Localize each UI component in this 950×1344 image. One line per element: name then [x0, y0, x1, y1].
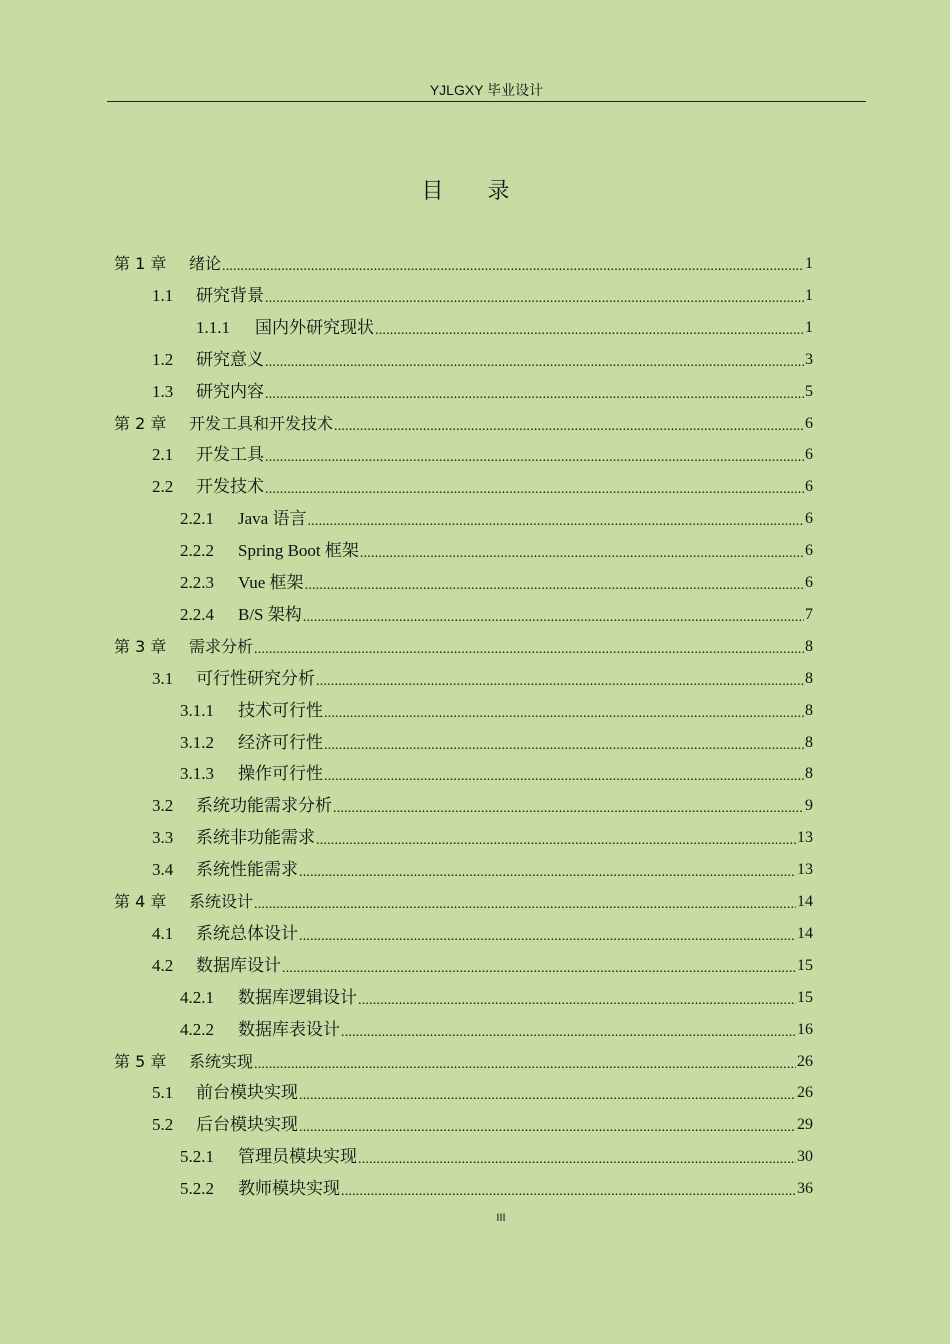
toc-entry-number: 2.2.1	[180, 509, 214, 529]
toc-entry-title: 管理员模块实现	[238, 1147, 357, 1167]
toc-entry-page: 5	[805, 382, 813, 400]
toc-dot-leader	[254, 891, 796, 913]
toc-entry-page: 6	[805, 542, 813, 560]
toc-section-entry[interactable]	[180, 690, 813, 722]
toc-section-entry[interactable]	[152, 817, 813, 849]
toc-entry-page: 8	[805, 733, 813, 751]
toc-entry-page: 8	[805, 637, 813, 655]
toc-dot-leader	[316, 827, 796, 849]
toc-dot-leader	[358, 1146, 796, 1168]
toc-entry-title: 经济可行性	[238, 732, 323, 752]
toc-section-entry[interactable]	[180, 498, 813, 530]
toc-dot-leader	[265, 381, 804, 403]
page-number: III	[496, 1212, 506, 1224]
toc-section-entry[interactable]	[152, 1104, 813, 1136]
toc-entry-page: 36	[797, 1180, 813, 1198]
toc-section-entry[interactable]	[180, 562, 813, 594]
toc-dot-leader	[324, 763, 804, 785]
toc-entry-number: 3.1.3	[180, 764, 214, 784]
toc-entry-title: B/S 架构	[238, 604, 302, 624]
toc-entry-number: 4.1	[152, 923, 174, 943]
toc-section-entry[interactable]	[152, 1072, 813, 1104]
toc-entry-number: 第 2 章	[114, 413, 167, 433]
toc-dot-leader	[334, 413, 804, 435]
toc-entry-title: 开发工具和开发技术	[189, 413, 334, 433]
toc-entry-number: 2.1	[152, 445, 174, 465]
toc-section-entry[interactable]	[180, 977, 813, 1009]
toc-section-entry[interactable]	[152, 434, 813, 466]
toc-section-entry[interactable]	[152, 371, 813, 403]
toc-entry-page: 6	[805, 510, 813, 528]
toc-entry-title: 教师模块实现	[238, 1179, 340, 1199]
toc-section-entry[interactable]	[152, 945, 813, 977]
toc-dot-leader	[282, 955, 796, 977]
toc-entry-title: 研究内容	[196, 381, 264, 401]
toc-section-entry[interactable]	[180, 530, 813, 562]
toc-entry-number: 3.1.2	[180, 732, 214, 752]
toc-entry-number: 5.2.1	[180, 1147, 214, 1167]
toc-entry-page: 26	[797, 1052, 813, 1070]
toc-dot-leader	[222, 253, 804, 275]
toc-entry-title: 后台模块实现	[196, 1115, 298, 1135]
toc-entry-number: 1.1	[152, 285, 174, 305]
toc-entry-page: 6	[805, 446, 813, 464]
toc-section-entry[interactable]	[196, 307, 813, 339]
toc-dot-leader	[265, 444, 804, 466]
toc-entry-title: 系统非功能需求	[196, 828, 315, 848]
toc-dot-leader	[299, 923, 796, 945]
toc-entry-title: 研究背景	[196, 285, 264, 305]
toc-dot-leader	[299, 859, 796, 881]
toc-dot-leader	[254, 1051, 796, 1073]
toc-dot-leader	[299, 1114, 796, 1136]
toc-entry-title: 开发工具	[196, 445, 264, 465]
toc-entry-title: Java 语言	[238, 509, 307, 529]
toc-entry-number: 2.2	[152, 477, 174, 497]
toc-entry-number: 3.1	[152, 668, 174, 688]
toc-entry-page: 6	[805, 478, 813, 496]
toc-title: 目录	[421, 179, 554, 204]
toc-entry-page: 13	[797, 829, 813, 847]
toc-section-entry[interactable]	[152, 466, 813, 498]
toc-dot-leader	[265, 349, 804, 371]
toc-section-entry[interactable]	[152, 913, 813, 945]
toc-entry-title: 数据库表设计	[238, 1019, 340, 1039]
toc-entry-number: 4.2.1	[180, 987, 214, 1007]
toc-dot-leader	[341, 1019, 796, 1041]
toc-section-entry[interactable]	[180, 722, 813, 754]
toc-entry-page: 6	[805, 414, 813, 432]
toc-dot-leader	[360, 540, 804, 562]
toc-dot-leader	[265, 476, 804, 498]
toc-entry-number: 3.4	[152, 860, 174, 880]
toc-entry-title: 研究意义	[196, 349, 264, 369]
toc-entry-number: 1.2	[152, 349, 174, 369]
toc-entry-title: 系统设计	[189, 892, 254, 911]
toc-entry-number: 4.2	[152, 955, 174, 975]
toc-entry-number: 3.1.1	[180, 700, 214, 720]
toc-entry-title: Vue 框架	[238, 573, 304, 592]
toc-entry-page: 26	[797, 1084, 813, 1102]
toc-section-entry[interactable]	[180, 753, 813, 785]
toc-entry-page: 16	[797, 1020, 813, 1038]
toc-entry-page: 8	[805, 669, 813, 687]
toc-entry-number: 5.2.2	[180, 1179, 214, 1199]
toc-entry-title: 绪论	[189, 254, 222, 273]
toc-entry-number: 2.2.4	[180, 604, 214, 624]
toc-chapter-entry[interactable]	[114, 626, 813, 658]
toc-dot-leader	[375, 317, 804, 339]
header-divider	[107, 101, 866, 102]
toc-entry-page: 1	[805, 255, 813, 272]
toc-entry-number: 1.1.1	[196, 317, 230, 337]
toc-chapter-entry[interactable]	[114, 243, 813, 275]
toc-entry-title: 开发技术	[196, 477, 264, 497]
toc-entry-title: 数据库逻辑设计	[238, 987, 357, 1007]
toc-entry-page: 15	[797, 988, 813, 1006]
toc-section-entry[interactable]	[152, 849, 813, 881]
toc-entry-page: 8	[805, 765, 813, 783]
toc-entry-number: 4.2.2	[180, 1019, 214, 1039]
toc-dot-leader	[299, 1082, 796, 1104]
toc-entry-number: 3.3	[152, 828, 174, 848]
toc-entry-page: 14	[797, 924, 813, 942]
toc-section-entry[interactable]	[152, 339, 813, 371]
toc-chapter-entry[interactable]	[114, 1041, 813, 1073]
toc-entry-title: 系统总体设计	[196, 923, 298, 943]
toc-entry-page: 14	[797, 893, 813, 910]
toc-section-entry[interactable]	[180, 1009, 813, 1041]
toc-entry-page: 1	[805, 318, 813, 336]
toc-dot-leader	[324, 700, 804, 722]
toc-entry-number: 3.2	[152, 796, 174, 816]
toc-section-entry[interactable]	[152, 785, 813, 817]
toc-dot-leader	[324, 732, 804, 754]
toc-entry-number: 2.2.2	[180, 541, 214, 561]
toc-entry-number: 第 4 章	[114, 892, 167, 911]
toc-entry-title: 操作可行性	[238, 764, 323, 784]
toc-section-entry[interactable]	[180, 594, 813, 626]
toc-entry-number: 1.3	[152, 381, 174, 401]
toc-entry-title: 技术可行性	[238, 700, 323, 720]
toc-entry-number: 5.1	[152, 1083, 174, 1103]
toc-dot-leader	[341, 1178, 796, 1200]
toc-entry-page: 8	[805, 701, 813, 719]
toc-chapter-entry[interactable]	[114, 881, 813, 913]
toc-entry-page: 7	[805, 605, 813, 623]
toc-entry-number: 第 5 章	[114, 1051, 167, 1071]
toc-entry-number: 2.2.3	[180, 573, 214, 592]
toc-chapter-entry[interactable]	[114, 403, 813, 435]
toc-entry-number: 5.2	[152, 1115, 174, 1135]
toc-entry-title: 系统实现	[189, 1051, 254, 1071]
toc-entry-title: 可行性研究分析	[196, 668, 315, 688]
toc-entry-title: 数据库设计	[196, 955, 281, 975]
toc-section-entry[interactable]	[152, 658, 813, 690]
toc-dot-leader	[358, 987, 796, 1009]
toc-entry-page: 3	[805, 350, 813, 368]
toc-section-entry[interactable]	[180, 1168, 813, 1200]
toc-entry-page: 29	[797, 1116, 813, 1134]
toc-entry-number: 第 3 章	[114, 636, 167, 656]
toc-entry-title: 系统性能需求	[196, 860, 298, 880]
toc-entry-title: 国内外研究现状	[255, 317, 374, 337]
toc-entry-title: Spring Boot 框架	[238, 541, 359, 561]
toc-entry-page: 15	[797, 956, 813, 974]
toc-entry-page: 30	[797, 1148, 813, 1166]
toc-dot-leader	[307, 508, 804, 530]
toc-section-entry[interactable]	[180, 1136, 813, 1168]
toc-section-entry[interactable]	[152, 275, 813, 307]
toc-dot-leader	[303, 604, 804, 626]
toc-dot-leader	[305, 572, 804, 594]
toc-dot-leader	[316, 668, 804, 690]
toc-entry-title: 前台模块实现	[196, 1083, 298, 1103]
running-header: YJLGXY 毕业设计	[429, 82, 544, 98]
toc-entry-page: 13	[797, 861, 813, 879]
toc-entry-title: 需求分析	[189, 636, 254, 656]
toc-dot-leader	[333, 795, 804, 817]
toc-entry-title: 系统功能需求分析	[196, 796, 332, 816]
toc-entry-page: 6	[805, 574, 813, 591]
toc-entry-number: 第 1 章	[114, 254, 167, 273]
toc-dot-leader	[254, 636, 804, 658]
toc-entry-page: 1	[805, 286, 813, 304]
toc-entry-page: 9	[805, 797, 813, 815]
toc-dot-leader	[265, 285, 804, 307]
